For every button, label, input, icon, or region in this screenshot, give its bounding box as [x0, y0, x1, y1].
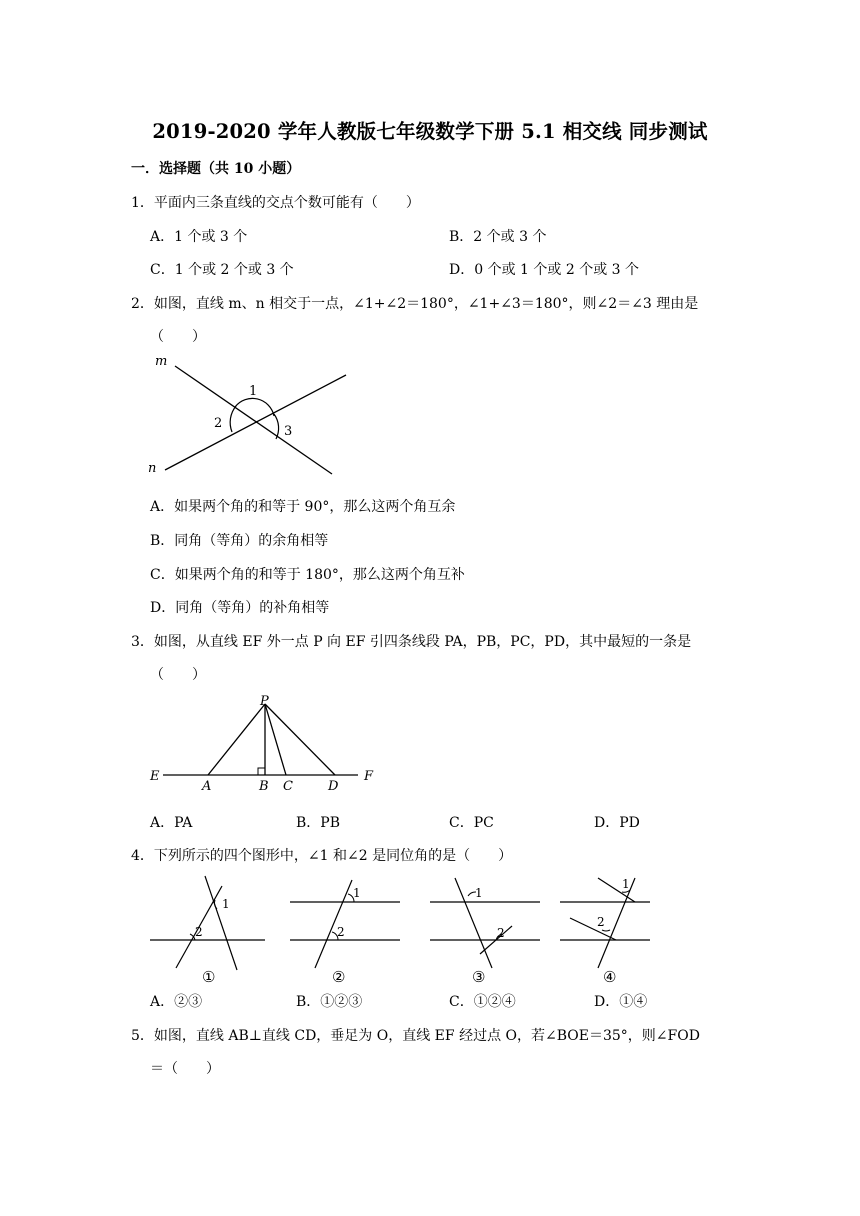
- q2-option-d: D．同角（等角）的补角相等: [150, 600, 330, 616]
- q3-option-c: C．PC: [449, 815, 494, 831]
- q4-figures: [140, 868, 670, 988]
- label-n: n: [148, 461, 157, 476]
- q3-option-d: D．PD: [594, 815, 640, 831]
- label-angle-2: 2: [214, 416, 223, 431]
- q4-figure-1: [150, 876, 265, 986]
- fig4-label-1: 1: [622, 877, 630, 891]
- q4-stem: 4．下列所示的四个图形中，∠1 和∠2 是同位角的是（ ）: [131, 848, 513, 864]
- label-m: m: [155, 354, 168, 369]
- q1-option-b: B．2 个或 3 个: [449, 229, 547, 245]
- page-title: 2019-2020 学年人教版七年级数学下册 5.1 相交线 同步测试: [152, 120, 708, 143]
- label-e: E: [150, 769, 160, 784]
- q3-stem-paren: （ ）: [150, 667, 206, 683]
- fig3-caption: ③: [472, 968, 486, 986]
- q1-option-c: C．1 个或 2 个或 3 个: [150, 262, 294, 278]
- fig2-label-1: 1: [353, 886, 361, 900]
- fig4-label-2: 2: [597, 915, 605, 929]
- section-heading: 一．选择题（共 10 小题）: [131, 161, 301, 177]
- q1-stem: 1．平面内三条直线的交点个数可能有（ ）: [131, 195, 420, 211]
- q4-figure-3: [430, 878, 540, 986]
- label-a: A: [202, 779, 212, 794]
- q5-stem: 5．如图，直线 AB⊥直线 CD，垂足为 O，直线 EF 经过点 O，若∠BOE＝35°，则∠FOD: [131, 1028, 700, 1044]
- q4-figure-4: [560, 877, 650, 986]
- label-f: F: [364, 769, 374, 784]
- q4-option-c: C．①②④: [449, 994, 516, 1010]
- angle-2-arc: [230, 406, 236, 432]
- q4-option-a: A．②③: [150, 994, 203, 1010]
- right-angle-mark: [258, 768, 265, 775]
- label-b: B: [259, 779, 269, 794]
- q2-stem-paren: （ ）: [150, 329, 206, 345]
- q5-stem-paren: ＝（ ）: [150, 1061, 220, 1077]
- fig1-label-2: 2: [195, 925, 203, 939]
- q4-figure-2: [290, 880, 400, 986]
- fig3-label-2: 2: [497, 926, 505, 940]
- q3-option-b: B．PB: [296, 815, 340, 831]
- line-m: [175, 366, 332, 474]
- q2-stem: 2．如图，直线 m、n 相交于一点，∠1+∠2＝180°，∠1+∠3＝180°，则∠2＝∠3 理由是: [131, 296, 699, 312]
- q2-option-a: A．如果两个角的和等于 90°，那么这两个角互余: [150, 499, 456, 515]
- q3-stem: 3．如图，从直线 EF 外一点 P 向 EF 引四条线段 PA，PB，PC，PD，其中最短的一条是: [131, 634, 692, 650]
- fig2-caption: ②: [332, 968, 346, 986]
- angle-1-arc: [235, 398, 274, 416]
- fig3-label-1: 1: [475, 886, 483, 900]
- q3-figure-perpendicular-segments: [140, 690, 390, 800]
- label-p: P: [260, 694, 269, 709]
- q4-option-b: B．①②③: [296, 994, 363, 1010]
- q1-option-a: A．1 个或 3 个: [150, 229, 248, 245]
- q4-option-d: D．①④: [594, 994, 648, 1010]
- fig1-caption: ①: [202, 968, 216, 986]
- fig2-label-2: 2: [337, 925, 345, 939]
- fig4-caption: ④: [603, 968, 617, 986]
- label-angle-3: 3: [284, 424, 293, 439]
- segment-pa: [208, 704, 265, 775]
- q1-option-d: D．0 个或 1 个或 2 个或 3 个: [449, 262, 640, 278]
- q2-option-b: B．同角（等角）的余角相等: [150, 533, 329, 549]
- q3-option-a: A．PA: [150, 815, 193, 831]
- label-d: D: [328, 779, 339, 794]
- label-c: C: [283, 779, 293, 794]
- q2-option-c: C．如果两个角的和等于 180°，那么这两个角互补: [150, 567, 465, 583]
- fig1-label-1: 1: [222, 897, 230, 911]
- q2-figure-intersecting-lines: [140, 348, 360, 478]
- label-angle-1: 1: [249, 384, 258, 399]
